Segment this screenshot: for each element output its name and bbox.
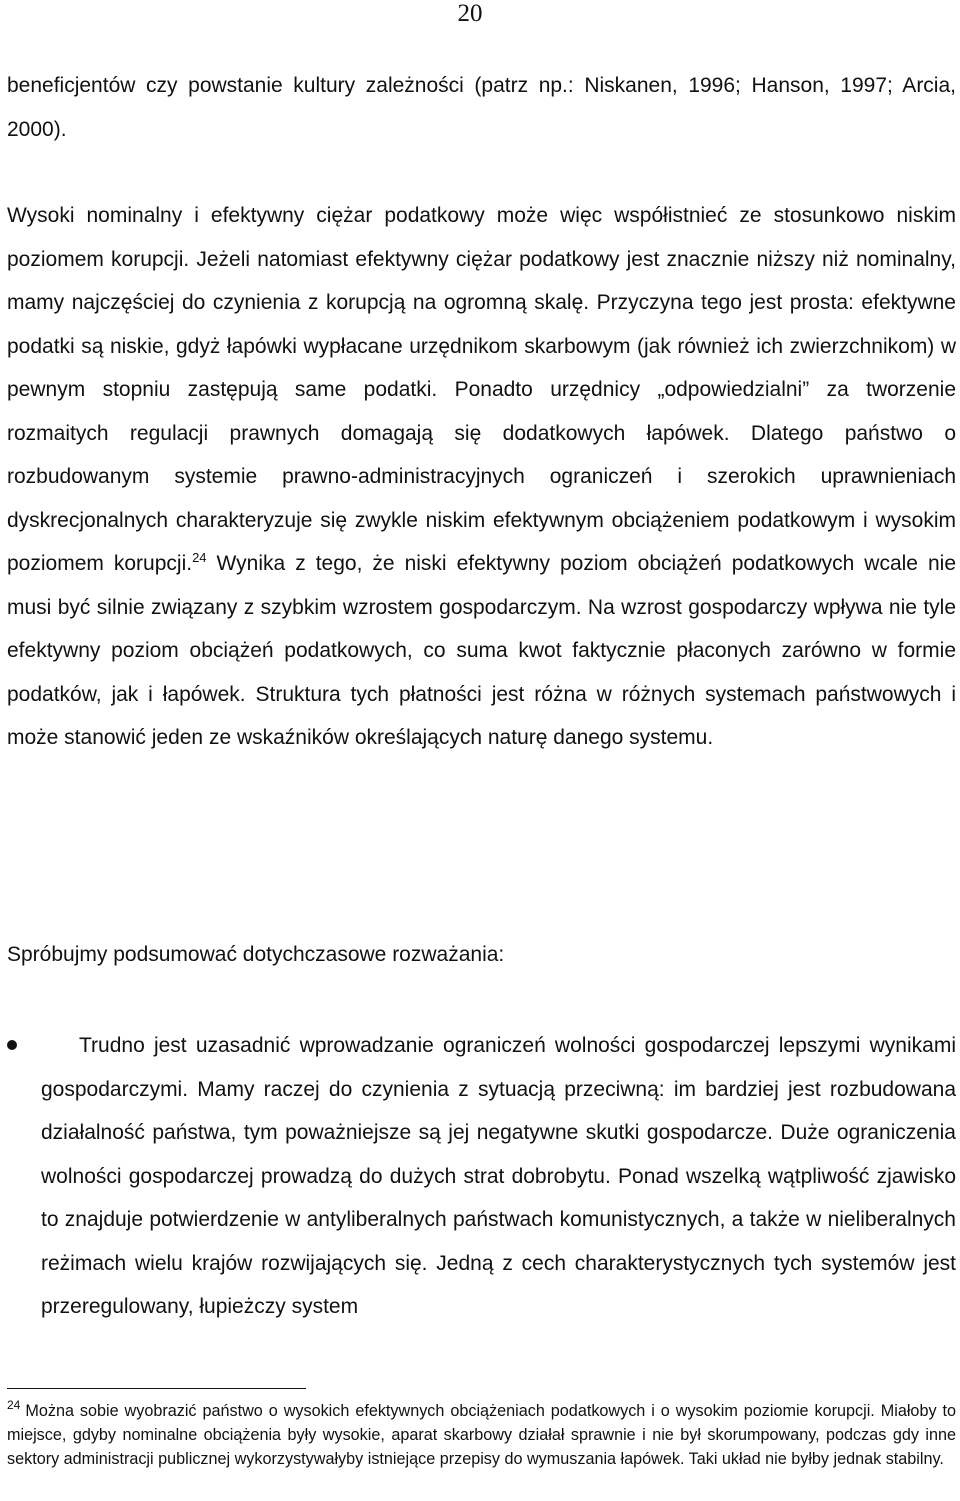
footnote-text: Można sobie wyobrazić państwo o wysokich efektywnych obciążeniach podatkowych i o wysokim poziomie korupcji. Miałoby to miejsce, gdyby nominalne obciążenia były wysokie, aparat skarbowy działał sprawnie i nie był skorumpowany, podczas gdy inne sektory administracji publicznej wykorzystywałyby istniejące przepisy do wymuszania łapówek. Taki układ nie byłby jednak stabilny. <box>7 1402 956 1468</box>
bullet-icon <box>7 1040 17 1050</box>
list-item <box>7 1024 956 1329</box>
paragraph-1: beneficjentów czy powstanie kultury zależności (patrz np.: Niskanen, 1996; Hanson, 1997; Arcia, 2000). <box>7 74 956 141</box>
page-number: 20 <box>457 0 483 27</box>
paragraph-2-continuation: Wynika z tego, że niski efektywny poziom obciążeń podatkowych wcale nie musi być silnie związany z szybkim wzrostem gospodarczym. Na wzrost gospodarczy wpływa nie tyle efektywny poziom obciążeń podatkowych, co suma kwot faktycznie płaconych zarówno w formie podatków, jak i łapówek. Struktura tych płatności jest różna w różnych systemach państwowych i może stanowić jeden ze wskaźników określających naturę danego systemu. <box>7 552 957 749</box>
footnote-mark: 24 <box>7 1398 21 1412</box>
bullet-text: Trudno jest uzasadnić wprowadzanie ograniczeń wolności gospodarczej lepszymi wynikami gospodarczymi. Mamy raczej do czynienia z sytuacją przeciwną: im bardziej jest rozbudowana działalność państwa, tym poważniejsze są jej negatywne skutki gospodarcze. Duże ograniczenia wolności gospodarczej prowadzą do dużych strat dobrobytu. Ponad wszelką wątpliwość zjawisko to znajduje potwierdzenie w antyliberalnych państwach komunistycznych, a także w nieliberalnych reżimach wielu krajów rozwijających się. Jedną z cech charakterystycznych tych systemów jest przeregulowany, łupieżczy system <box>41 1034 956 1318</box>
paragraph-2-text: Wysoki nominalny i efektywny ciężar podatkowy może więc współistnieć ze stosunkowo niskim poziomem korupcji. Jeżeli natomiast efektywny ciężar podatkowy jest znacznie niższy niż nominalny, mamy najczęściej do czynienia z korupcją na ogromną skalę. Przyczyna tego jest prosta: efektywne podatki są niskie, gdyż łapówki wypłacane urzędnikom skarbowym (jak również ich zwierzchnikom) w pewnym stopniu zastępują same podatki. Ponadto urzędnicy „odpowiedzialni” za tworzenie rozmaitych regulacji prawnych domagają się dodatkowych łapówek. Dlatego państwo o rozbudowanym systemie prawno-administracyjnych ograniczeń i szerokich uprawnieniach dyskrecjonalnych charakteryzuje się zwykle niskim efektywnym obciążeniem podatkowym i wysokim poziomem korupcji. <box>7 204 956 575</box>
footnote <box>7 1399 956 1471</box>
footnote-reference[interactable]: 24 <box>192 550 207 565</box>
paragraph-2 <box>7 194 956 760</box>
footnote-separator <box>7 1388 306 1389</box>
paragraph-3: Spróbujmy podsumować dotychczasowe rozważania: <box>7 943 505 966</box>
bullet-list <box>7 1024 956 1329</box>
